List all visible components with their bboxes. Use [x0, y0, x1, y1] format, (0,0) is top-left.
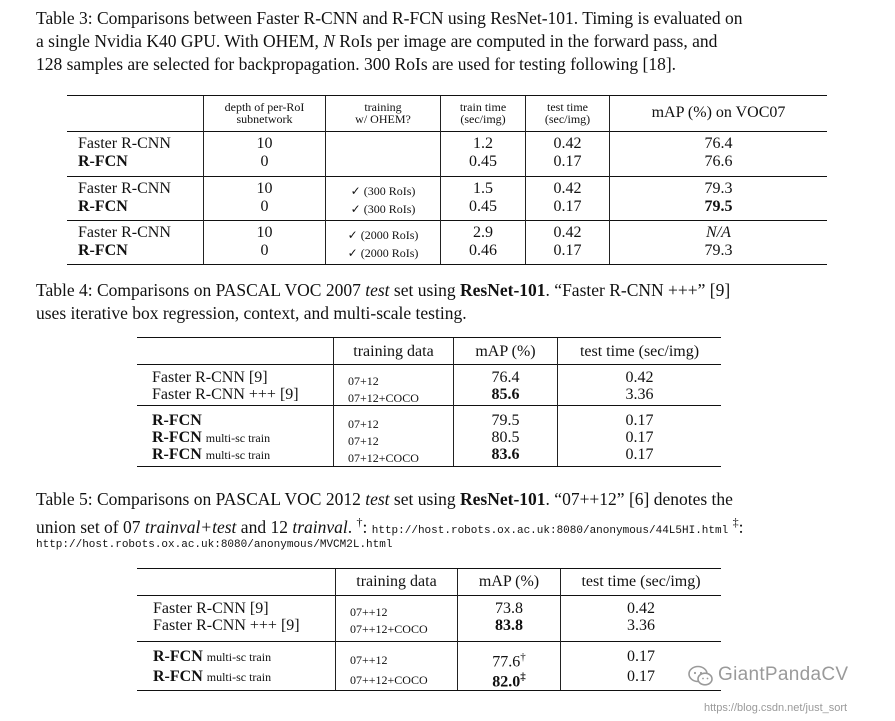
table-cell: Faster R-CNN +++ [9]	[153, 617, 300, 634]
table-cell: 10	[256, 180, 273, 197]
table-cell: Faster R-CNN	[78, 135, 171, 152]
table-cell: 0.17	[625, 446, 654, 463]
table-cell: 07++12	[350, 653, 388, 667]
table-cell: Faster R-CNN	[78, 224, 171, 241]
table-cell: 0.46	[469, 242, 497, 259]
header-training: training w/ OHEM?	[355, 100, 411, 126]
table-cell: 0.17	[627, 668, 655, 685]
table-cell: 1.2	[473, 135, 493, 152]
caption-line: 128 samples are selected for backpropagation. 300 RoIs are used for testing following [18].	[36, 54, 677, 74]
table-cell: 1.5	[473, 180, 493, 197]
table-cell: 0.45	[469, 198, 497, 215]
header-test-time: test time (sec/img)	[581, 573, 701, 590]
table-cell: R-FCN	[78, 153, 128, 170]
table-cell: Faster R-CNN [9]	[153, 600, 269, 617]
wechat-icon	[688, 665, 714, 687]
table-cell: 0.45	[469, 153, 497, 170]
header-training-data: training data	[353, 343, 434, 360]
table-cell: 2.9	[473, 224, 493, 241]
caption-link[interactable]: http://host.robots.ox.ac.uk:8080/anonymous/44L5HI.html	[371, 524, 729, 537]
table-cell: 0.17	[627, 648, 655, 665]
caption-line: union set of 07 trainval+test and 12 trainval. †: http://host.robots.ox.ac.uk:8080/anonymous/44L5HI.html ‡:	[36, 515, 744, 537]
table-cell: 82.0‡	[492, 671, 526, 691]
table-cell: 07+12	[348, 434, 379, 448]
table-cell: 0	[260, 242, 269, 259]
table-cell: 07+12+COCO	[348, 391, 419, 405]
table-cell: 76.6	[704, 153, 733, 170]
watermark-url: https://blog.csdn.net/just_sort	[704, 702, 848, 714]
table-cell: 73.8	[495, 600, 523, 617]
table-cell: 3.36	[627, 617, 655, 634]
caption-line: Table 5: Comparisons on PASCAL VOC 2012 test set using ResNet-101. “07++12” [6] denotes the	[36, 489, 733, 509]
table-cell: 79.3	[704, 242, 733, 259]
table-cell: 07+12	[348, 374, 379, 388]
table-cell: R-FCN multi-sc train	[153, 668, 272, 685]
table-cell: ✓ (300 RoIs)	[350, 184, 416, 198]
table-cell: 0.42	[553, 135, 582, 152]
table-cell: 83.8	[495, 617, 523, 634]
table-cell: 0.42	[627, 600, 655, 617]
table-cell: 0	[260, 198, 269, 215]
header-train-time: train time (sec/img)	[459, 100, 507, 126]
table-cell: ✓ (2000 RoIs)	[347, 228, 419, 242]
table-cell: ✓ (2000 RoIs)	[347, 246, 419, 260]
table-cell: 0.17	[553, 242, 582, 259]
header-map: mAP (%)	[478, 573, 540, 590]
table-cell: 0.42	[553, 180, 582, 197]
table-cell: 77.6†	[492, 651, 526, 671]
caption-link[interactable]: http://host.robots.ox.ac.uk:8080/anonymous/MVCM2L.html	[36, 539, 393, 551]
header-training-data: training data	[356, 573, 437, 590]
table-cell: 83.6	[491, 446, 520, 463]
table-cell: Faster R-CNN [9]	[152, 369, 268, 386]
table-cell: 79.5	[491, 412, 520, 429]
watermark-brand: GiantPandaCV	[718, 664, 849, 685]
table-cell: 76.4	[704, 135, 733, 152]
table-cell: 07+12+COCO	[348, 451, 419, 465]
table-cell: R-FCN	[78, 198, 128, 215]
table-cell: 0.42	[553, 224, 582, 241]
header-test-time: test time (sec/img)	[544, 100, 591, 126]
table-cell: 0.17	[625, 429, 654, 446]
table-cell: R-FCN	[78, 242, 128, 259]
table-cell: 76.4	[491, 369, 520, 386]
table-cell: 07+12	[348, 417, 379, 431]
table-cell: 10	[256, 135, 273, 152]
table-cell: 0.17	[553, 153, 582, 170]
table-cell: ✓ (300 RoIs)	[350, 202, 416, 216]
table-cell: 85.6	[491, 386, 520, 403]
table-cell: 07++12+COCO	[350, 622, 428, 636]
table-cell: Faster R-CNN	[78, 180, 171, 197]
table-cell: 79.3	[704, 180, 733, 197]
table-cell: 07++12	[350, 605, 388, 619]
caption-line: a single Nvidia K40 GPU. With OHEM, N RoIs per image are computed in the forward pass, and	[36, 31, 718, 51]
table-cell: 07++12+COCO	[350, 673, 428, 687]
header-test-time: test time (sec/img)	[579, 343, 700, 360]
table-cell: 0.17	[553, 198, 582, 215]
table-cell: R-FCN multi-sc train	[152, 446, 271, 463]
caption-line: Table 4: Comparisons on PASCAL VOC 2007 test set using ResNet-101. “Faster R-CNN +++” [9]	[36, 280, 731, 300]
table-cell: N/A	[706, 224, 731, 241]
table-cell: R-FCN	[152, 412, 202, 429]
header-map: mAP (%)	[475, 343, 536, 360]
table-cell: R-FCN multi-sc train	[153, 648, 272, 665]
table-cell: 80.5	[491, 429, 520, 446]
table-cell: 0.42	[625, 369, 654, 386]
header-map: mAP (%) on VOC07	[651, 104, 786, 121]
table-cell: 79.5	[704, 198, 733, 215]
table-cell: 0	[260, 153, 269, 170]
caption-line: Table 3: Comparisons between Faster R-CNN and R-FCN using ResNet-101. Timing is evaluated on	[36, 8, 743, 28]
table-cell: R-FCN multi-sc train	[152, 429, 271, 446]
table-cell: 3.36	[625, 386, 654, 403]
table-cell: 10	[256, 224, 273, 241]
table-cell: 0.17	[625, 412, 654, 429]
header-depth: depth of per-RoI subnetwork	[224, 100, 305, 126]
table-cell: Faster R-CNN +++ [9]	[152, 386, 299, 403]
caption-line: uses iterative box regression, context, and multi-scale testing.	[36, 303, 467, 323]
